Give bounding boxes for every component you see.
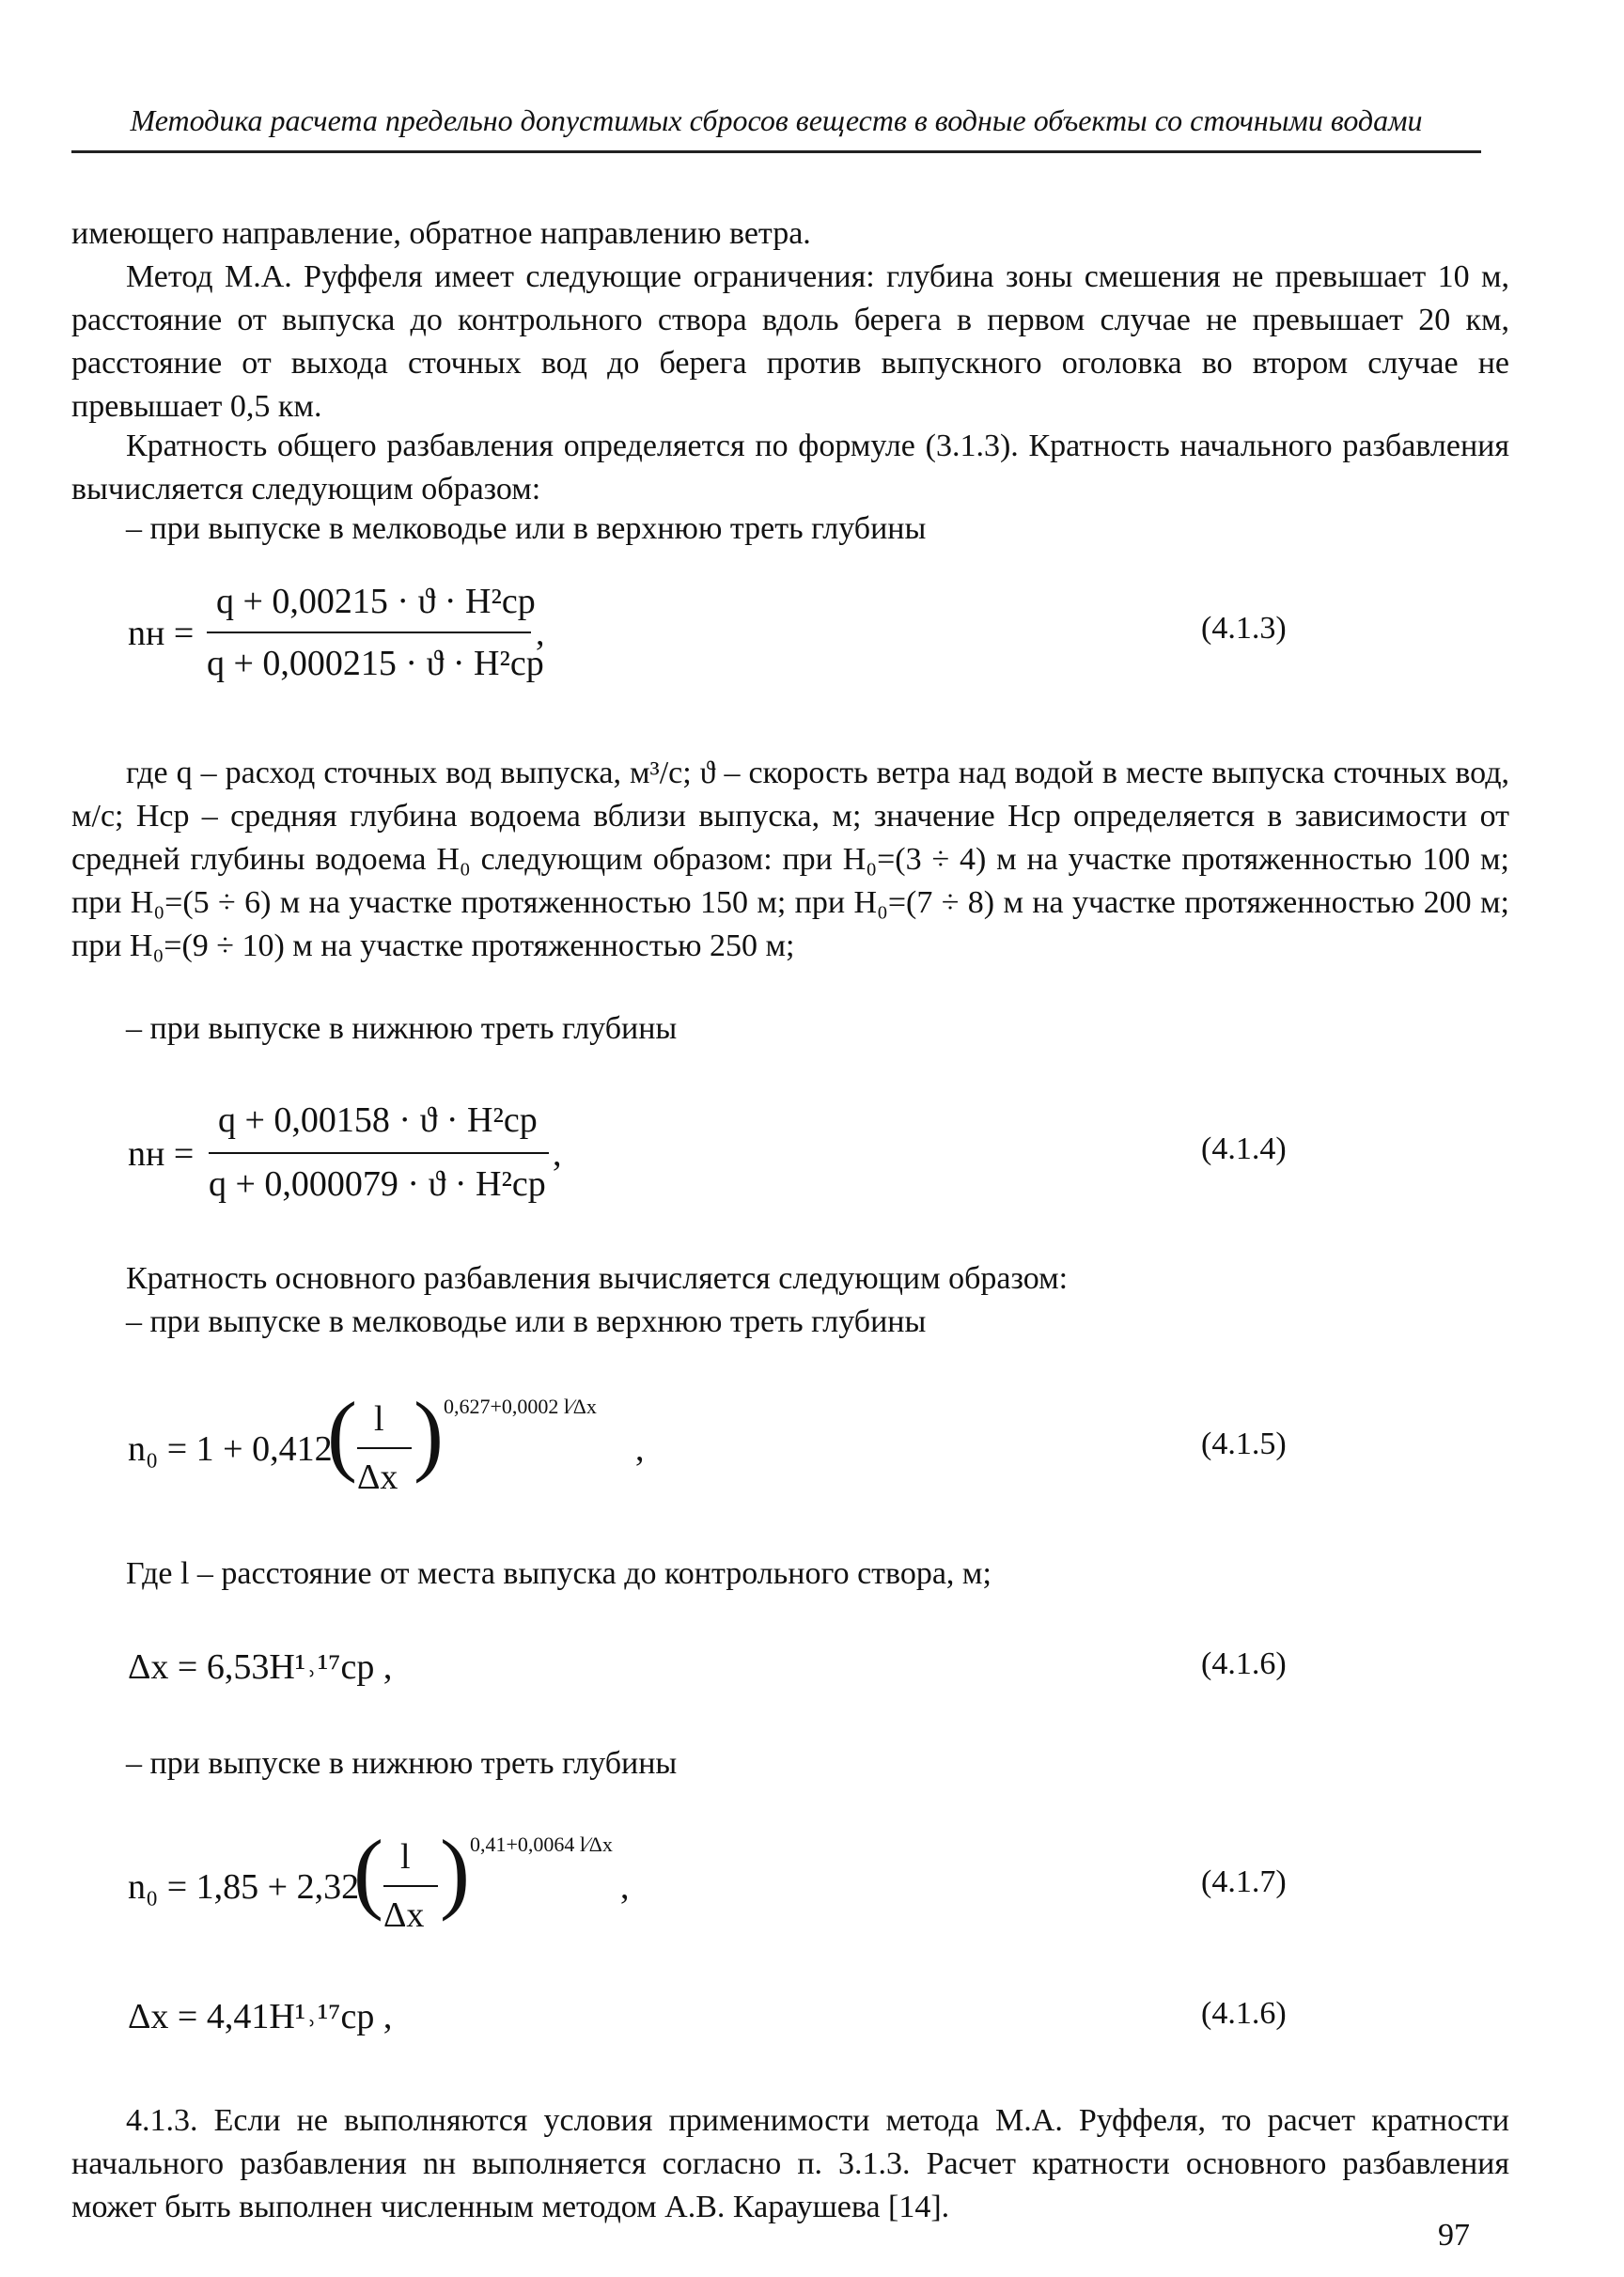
eq-denominator: Δx (357, 1458, 398, 1497)
eq-exponent: 0,627+0,0002 l⁄Δx (444, 1395, 597, 1418)
fraction-bar (357, 1447, 412, 1449)
right-paren: ) (414, 1383, 444, 1484)
equation-label: (4.1.7) (1201, 1864, 1287, 1899)
equation-label: (4.1.6) (1201, 1646, 1287, 1681)
bullet-lower-third: – при выпуске в нижнюю треть глубины (126, 1011, 678, 1046)
paragraph-l-definition: Где l – расстояние от места выпуска до контрольного створа, м; (126, 1556, 992, 1591)
eq-body: Δx = 6,53H¹˒¹⁷ср , (128, 1647, 393, 1687)
paragraph-main-dilution: Кратность основного разбавления вычисляется следующим образом: (126, 1261, 1069, 1296)
eq-tail: , (620, 1867, 630, 1907)
eq-numerator: q + 0,00215 · ϑ · H²ср (216, 582, 536, 621)
eq-lhs: nн = (128, 1134, 195, 1174)
eq-denominator: q + 0,000079 · ϑ · H²ср (209, 1164, 546, 1204)
left-paren: ( (353, 1821, 383, 1922)
left-paren: ( (327, 1383, 357, 1484)
running-header: Методика расчета предельно допустимых сбросов веществ в водные объекты со сточными водами (130, 103, 1423, 137)
eq-exponent: 0,41+0,0064 l⁄Δx (470, 1833, 613, 1856)
paragraph-continuation: имеющего направление, обратное направлению ветра. (71, 216, 811, 251)
eq-body: Δx = 4,41H¹˒¹⁷ср , (128, 1997, 393, 2036)
paragraph-4-1-3: 4.1.3. Если не выполняются условия применимости метода М.А. Руффеля, то расчет кратности начального разбавления nн выполняется согласно п. 3.1.3. Расчет кратности основного разбавления может быть выполнен численным методом А.В. Караушева [14]. (71, 2103, 1509, 2224)
eq-lhs: n₀ = 1 + 0,412 (128, 1429, 333, 1469)
header-rule (71, 150, 1481, 153)
bullet-lower-third-2: – при выпуске в нижнюю треть глубины (126, 1746, 678, 1781)
eq-tail: , (635, 1429, 645, 1469)
eq-numerator: l (374, 1399, 384, 1439)
fraction-bar (209, 1152, 549, 1154)
right-paren: ) (440, 1821, 470, 1922)
eq-tail: , (536, 614, 545, 653)
page-number: 97 (1438, 2218, 1470, 2253)
eq-denominator: Δx (383, 1895, 425, 1935)
equation-label: (4.1.6) (1201, 1996, 1287, 2031)
eq-lhs: n₀ = 1,85 + 2,32 (128, 1867, 360, 1907)
paragraph-variable-definitions: где q – расход сточных вод выпуска, м³/с; ϑ – скорость ветра над водой в месте выпуска сточных вод, м/с; Hср – средняя глубина водоема вблизи выпуска, м; значение Hср определяется в зависимости от средней глубины водоема H₀ следующим образом: при H₀=(3 ÷ 4) м на участке протяженностью 100 м; при H₀=(5 ÷ 6) м на участке протяженностью 150 м; при H₀=(7 ÷ 8) м на участке протяженностью 200 м; при H₀=(9 ÷ 10) м на участке протяженностью 250 м; (71, 756, 1509, 963)
eq-denominator: q + 0,000215 · ϑ · H²ср (207, 644, 544, 683)
equation-label: (4.1.3) (1201, 611, 1287, 646)
fraction-bar (383, 1885, 438, 1887)
bullet-shallow-upper: – при выпуске в мелководье или в верхнюю треть глубины (126, 511, 927, 546)
eq-numerator: l (400, 1837, 411, 1877)
paragraph-ruffel-limits: Метод М.А. Руффеля имеет следующие ограничения: глубина зоны смешения не превышает 10 м, расстояние от выпуска до контрольного створа вдоль берега в первом случае не превышает 20 км, расстояние от выхода сточных вод до берега против выпускного оголовка во втором случае не превышает 0,5 км. (71, 259, 1509, 424)
eq-tail: , (553, 1134, 562, 1174)
eq-numerator: q + 0,00158 · ϑ · H²ср (218, 1100, 538, 1140)
equation-label: (4.1.5) (1201, 1427, 1287, 1461)
bullet-shallow-upper-2: – при выпуске в мелководье или в верхнюю треть глубины (126, 1304, 927, 1339)
paragraph-dilution-intro: Кратность общего разбавления определяется по формуле (3.1.3). Кратность начального разбавления вычисляется следующим образом: (71, 429, 1509, 507)
fraction-bar (207, 632, 531, 633)
eq-lhs: nн = (128, 614, 195, 653)
equation-label: (4.1.4) (1201, 1131, 1287, 1166)
